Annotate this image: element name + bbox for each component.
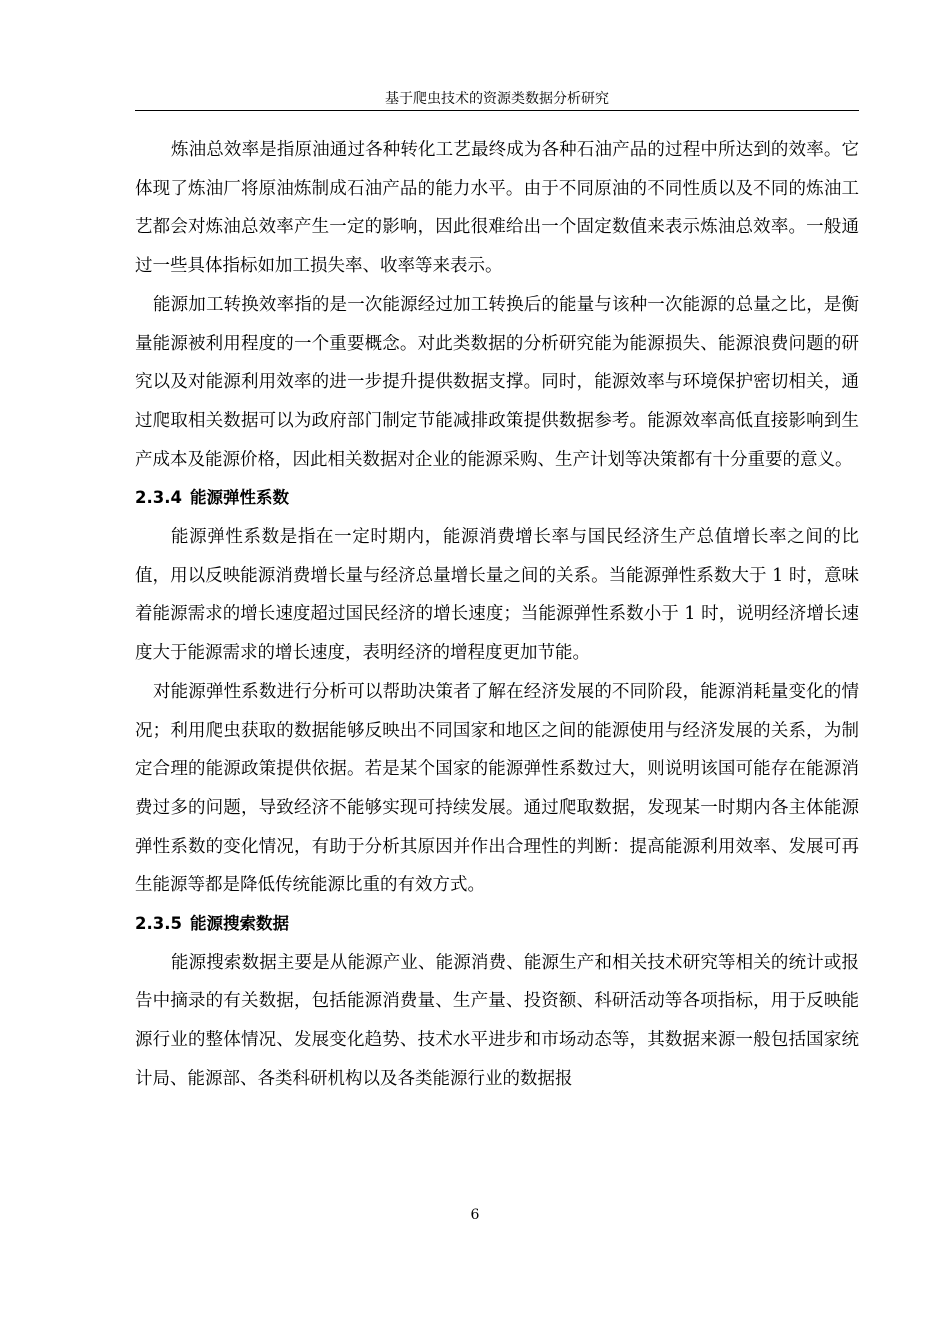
page-number: 6: [470, 1207, 480, 1223]
paragraph-conversion-efficiency: 能源加工转换效率指的是一次能源经过加工转换后的能量与该种一次能源的总量之比，是衡量能源被利用程度的一个重要概念。对此类数据的分析研究能为能源损失、能源浪费问题的研究以及对能源利用效率的进一步提升提供数据支撑。同时，能源效率与环境保护密切相关，通过爬取相关数据可以为政府部门制定节能减排政策提供数据参考。能源效率高低直接影响到生产成本及能源价格，因此相关数据对企业的能源采购、生产计划等决策都有十分重要的意义。: [135, 294, 859, 470]
paragraph-elasticity-analysis: 对能源弹性系数进行分析可以帮助决策者了解在经济发展的不同阶段，能源消耗量变化的情况；利用爬虫获取的数据能够反映出不同国家和地区之间的能源使用与经济发展的关系，为制定合理的能源政策提供依据。若是某个国家的能源弹性系数过大，则说明该国可能存在能源消费过多的问题，导致经济不能够实现可持续发展。通过爬取数据，发现某一时期内各主体能源弹性系数的变化情况，有助于分析其原因并作出合理性的判断：提高能源利用效率、发展可再生能源等都是降低传统能源比重的有效方式。: [135, 681, 859, 896]
paragraph-refining-efficiency: 炼油总效率是指原油通过各种转化工艺最终成为各种石油产品的过程中所达到的效率。它体现了炼油厂将原油炼制成石油产品的能力水平。由于不同原油的不同性质以及不同的炼油工艺都会对炼油总效率产生一定的影响，因此很难给出一个固定数值来表示炼油总效率。一般通过一些具体指标如加工损失率、收率等来表示。: [135, 140, 859, 277]
paragraph-elasticity-definition: 能源弹性系数是指在一定时期内，能源消费增长率与国民经济生产总值增长率之间的比值，用以反映能源消费增长量与经济总量增长量之间的关系。当能源弹性系数大于 1 时，意味着能源需求的增长速度超过国民经济的增长速度；当能源弹性系数小于 1 时，说明经济增长速度大于能源需求的增长速度，表明经济的增程度更加节能。: [135, 527, 859, 664]
page-body: [135, 131, 859, 1099]
section-title: 能源弹性系数: [190, 488, 289, 508]
paragraph-search-data: 能源搜索数据主要是从能源产业、能源消费、能源生产和相关技术研究等相关的统计或报告中摘录的有关数据，包括能源消费量、生产量、投资额、科研活动等各项指标，用于反映能源行业的整体情况、发展变化趋势、技术水平进步和市场动态等，其数据来源一般包括国家统计局、能源部、各类科研机构以及各类能源行业的数据报: [135, 952, 859, 1089]
running-header: 基于爬虫技术的资源类数据分析研究: [385, 91, 609, 107]
section-heading-2-3-4: [135, 479, 859, 518]
section-heading-2-3-5: [135, 905, 859, 944]
section-number: 2.3.4: [135, 488, 182, 508]
header-rule: [135, 110, 859, 111]
section-title: 能源搜索数据: [190, 914, 289, 934]
section-number: 2.3.5: [135, 914, 182, 934]
